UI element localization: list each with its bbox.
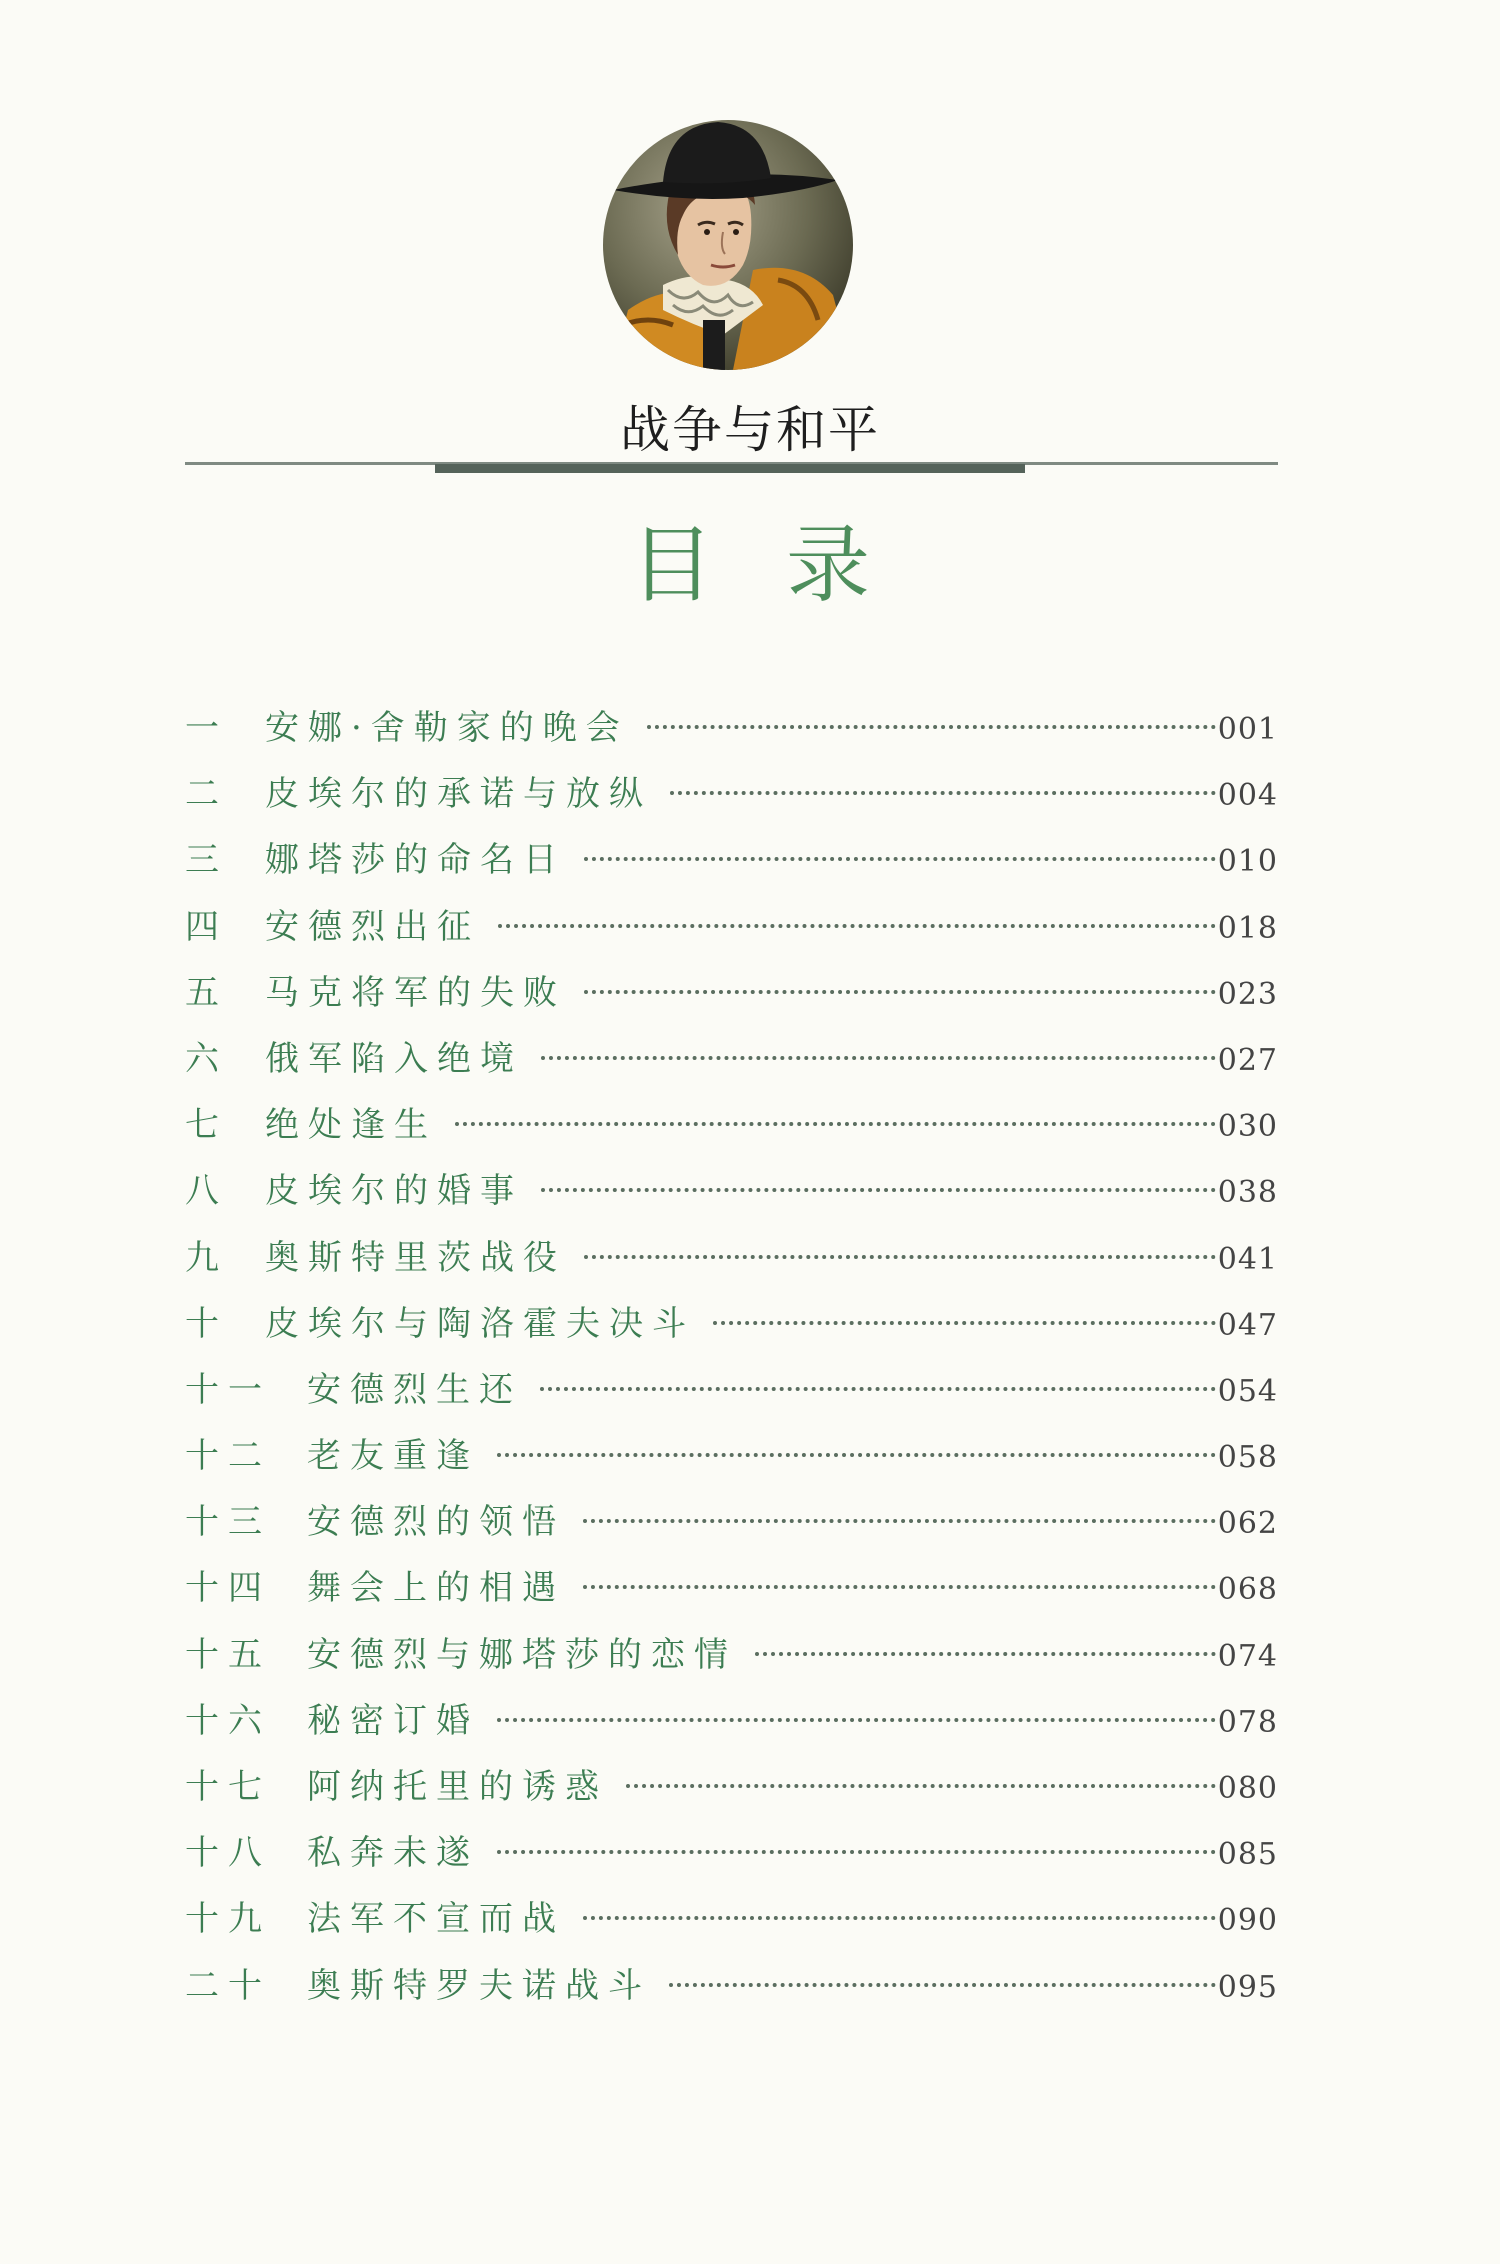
chapter-number: 四 bbox=[185, 906, 228, 947]
chapter-title: 绝处逢生 bbox=[265, 1105, 437, 1146]
chapter-page-number: 023 bbox=[1217, 976, 1278, 1012]
toc-entry[interactable] bbox=[185, 1627, 1278, 1693]
toc-entry[interactable] bbox=[185, 1296, 1278, 1362]
dot-leader bbox=[584, 857, 1216, 861]
dot-leader bbox=[669, 1983, 1216, 1987]
dot-leader bbox=[670, 791, 1216, 795]
dot-leader bbox=[455, 1122, 1216, 1126]
chapter-number: 九 bbox=[185, 1237, 228, 1278]
toc-entry[interactable] bbox=[185, 1031, 1278, 1097]
chapter-title: 娜塔莎的命名日 bbox=[265, 840, 566, 881]
chapter-title: 安德烈与娜塔莎的恋情 bbox=[307, 1634, 737, 1675]
chapter-title: 老友重逢 bbox=[307, 1436, 479, 1477]
chapter-title: 秘密订婚 bbox=[307, 1700, 479, 1741]
dot-leader bbox=[541, 1188, 1216, 1192]
chapter-page-number: 090 bbox=[1217, 1903, 1278, 1939]
chapter-number: 十三 bbox=[185, 1502, 271, 1543]
chapter-page-number: 074 bbox=[1217, 1638, 1278, 1674]
header-rule-accent bbox=[435, 464, 1025, 473]
chapter-page-number: 054 bbox=[1217, 1373, 1278, 1409]
book-portrait-illustration bbox=[603, 120, 853, 370]
chapter-page-number: 047 bbox=[1217, 1307, 1278, 1343]
chapter-title: 阿纳托里的诱惑 bbox=[307, 1767, 608, 1807]
chapter-number: 五 bbox=[185, 972, 228, 1013]
chapter-number: 七 bbox=[185, 1105, 228, 1146]
dot-leader bbox=[713, 1321, 1216, 1325]
chapter-number: 十八 bbox=[185, 1833, 271, 1874]
chapter-number: 十四 bbox=[185, 1568, 271, 1609]
toc-entry[interactable] bbox=[185, 832, 1278, 898]
chapter-number: 二十 bbox=[185, 1965, 271, 2006]
dot-leader bbox=[584, 1255, 1216, 1259]
chapter-number: 十九 bbox=[185, 1899, 271, 1940]
dot-leader bbox=[497, 1850, 1216, 1854]
toc-heading: 目录 bbox=[629, 516, 942, 614]
chapter-title: 皮埃尔的婚事 bbox=[265, 1171, 523, 1212]
chapter-page-number: 004 bbox=[1217, 778, 1278, 814]
chapter-title: 奥斯特里茨战役 bbox=[265, 1237, 566, 1278]
chapter-title: 皮埃尔与陶洛霍夫决斗 bbox=[265, 1303, 695, 1344]
chapter-page-number: 085 bbox=[1217, 1837, 1278, 1873]
chapter-page-number: 038 bbox=[1217, 1175, 1278, 1211]
toc-entry[interactable] bbox=[185, 1825, 1278, 1891]
chapter-page-number: 095 bbox=[1217, 1969, 1278, 2005]
chapter-page-number: 068 bbox=[1217, 1572, 1278, 1608]
chapter-number: 十六 bbox=[185, 1700, 271, 1741]
toc-entry[interactable] bbox=[185, 1759, 1278, 1825]
chapter-number: 三 bbox=[185, 840, 228, 881]
chapter-number: 一 bbox=[185, 708, 228, 748]
chapter-page-number: 030 bbox=[1217, 1109, 1278, 1145]
chapter-title: 安德烈出征 bbox=[265, 906, 480, 947]
toc-entry[interactable] bbox=[185, 1891, 1278, 1957]
dot-leader bbox=[583, 1519, 1216, 1523]
toc-entry[interactable] bbox=[185, 1693, 1278, 1759]
dot-leader bbox=[497, 1718, 1216, 1722]
chapter-page-number: 027 bbox=[1217, 1042, 1278, 1078]
chapter-number: 十一 bbox=[185, 1369, 271, 1410]
chapter-title: 俄军陷入绝境 bbox=[265, 1038, 523, 1079]
chapter-page-number: 062 bbox=[1217, 1506, 1278, 1542]
chapter-title: 安德烈的领悟 bbox=[307, 1502, 565, 1543]
dot-leader bbox=[755, 1652, 1216, 1656]
chapter-page-number: 001 bbox=[1217, 712, 1278, 747]
toc-entry[interactable] bbox=[185, 1494, 1278, 1560]
toc-entry[interactable] bbox=[185, 965, 1278, 1031]
toc-entry[interactable] bbox=[185, 1163, 1278, 1229]
dot-leader bbox=[626, 1784, 1216, 1788]
dot-leader bbox=[541, 1056, 1216, 1060]
dot-leader bbox=[540, 1387, 1216, 1391]
toc-entry[interactable] bbox=[185, 700, 1278, 766]
chapter-number: 二 bbox=[185, 774, 228, 815]
chapter-page-number: 058 bbox=[1217, 1440, 1278, 1476]
chapter-page-number: 041 bbox=[1217, 1241, 1278, 1277]
chapter-page-number: 018 bbox=[1217, 910, 1278, 946]
chapter-page-number: 010 bbox=[1217, 844, 1278, 880]
chapter-number: 十七 bbox=[185, 1767, 271, 1807]
chapter-number: 十 bbox=[185, 1303, 228, 1344]
dot-leader bbox=[647, 725, 1216, 729]
chapter-number: 六 bbox=[185, 1038, 228, 1079]
toc-entry[interactable] bbox=[185, 766, 1278, 832]
toc-entry[interactable] bbox=[185, 1097, 1278, 1163]
chapter-title: 马克将军的失败 bbox=[265, 972, 566, 1013]
chapter-number: 十二 bbox=[185, 1436, 271, 1477]
chapter-title: 安娜·舍勒家的晚会 bbox=[265, 708, 629, 748]
chapter-page-number: 080 bbox=[1217, 1771, 1278, 1806]
toc-entry[interactable] bbox=[185, 1958, 1278, 2024]
chapter-number: 八 bbox=[185, 1171, 228, 1212]
chapter-title: 法军不宣而战 bbox=[307, 1899, 565, 1940]
toc-entry[interactable] bbox=[185, 1230, 1278, 1296]
chapter-title: 皮埃尔的承诺与放纵 bbox=[265, 774, 652, 815]
chapter-page-number: 078 bbox=[1217, 1704, 1278, 1740]
toc-entry[interactable] bbox=[185, 1362, 1278, 1428]
dot-leader bbox=[498, 924, 1216, 928]
dot-leader bbox=[583, 1916, 1216, 1920]
dot-leader bbox=[584, 990, 1216, 994]
chapter-title: 舞会上的相遇 bbox=[307, 1568, 565, 1609]
dot-leader bbox=[497, 1453, 1216, 1457]
toc-entry[interactable] bbox=[185, 1560, 1278, 1626]
chapter-title: 私奔未遂 bbox=[307, 1833, 479, 1874]
toc-entry[interactable] bbox=[185, 1428, 1278, 1494]
dot-leader bbox=[583, 1585, 1216, 1589]
chapter-title: 奥斯特罗夫诺战斗 bbox=[307, 1965, 651, 2006]
table-of-contents bbox=[185, 700, 1278, 2024]
toc-entry[interactable] bbox=[185, 899, 1278, 965]
book-title: 战争与和平 bbox=[620, 401, 880, 459]
chapter-number: 十五 bbox=[185, 1634, 271, 1675]
chapter-title: 安德烈生还 bbox=[307, 1369, 522, 1410]
